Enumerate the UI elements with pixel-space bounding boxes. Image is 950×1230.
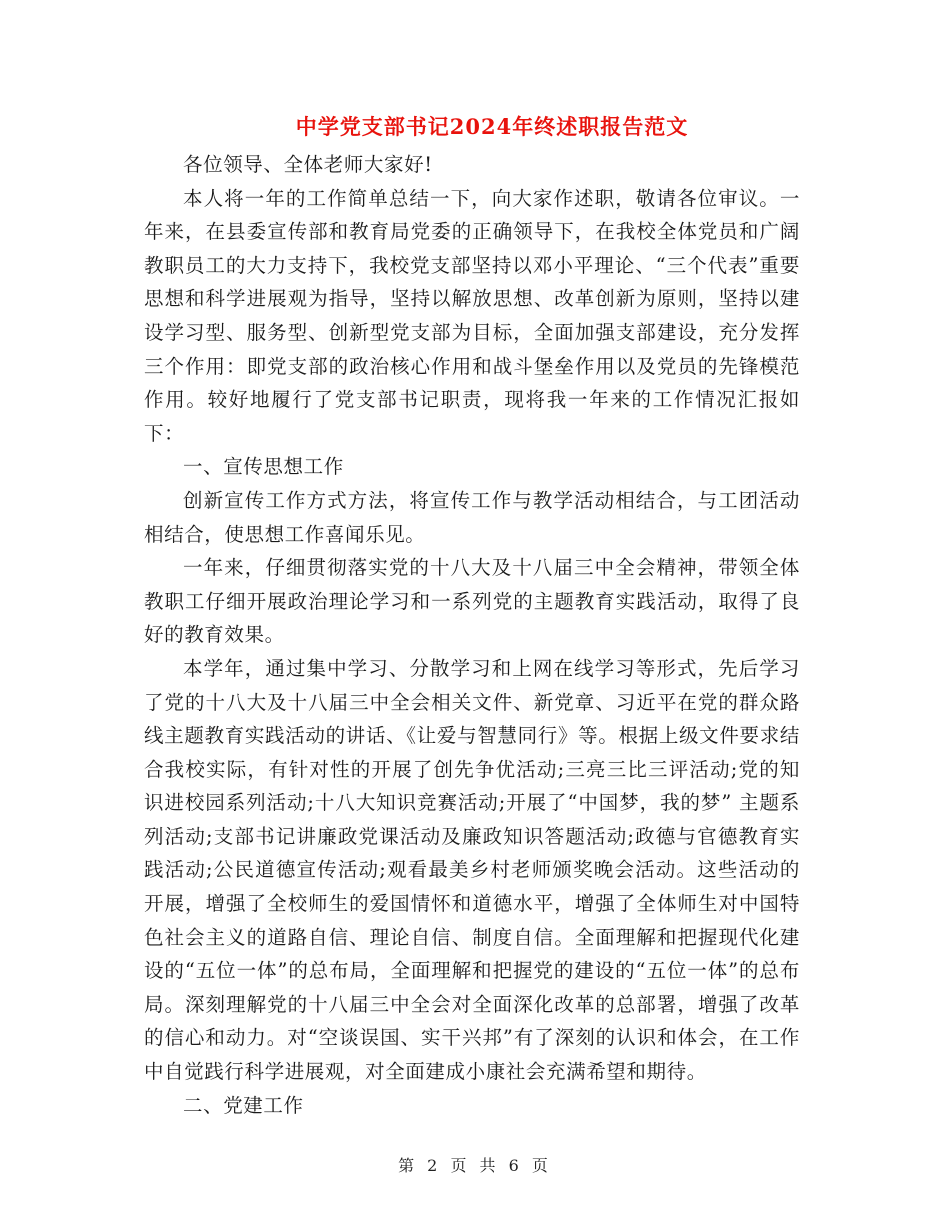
document-title: 中学党支部书记2024年终述职报告范文 — [295, 114, 689, 139]
paragraph-intro: 本人将一年的工作简单总结一下，向大家作述职，敬请各位审议。一年来，在县委宣传部和教育局党委的正确领导下，在我校全体党员和广阔教职员工的大力支持下，我校党支部坚持以邓小平理论、“三个代表”重要思想和科学进展观为指导，坚持以解放思想、改革创新为原则，坚持以建设学习型、服务型、创新型党支部为目标，全面加强支部建设，充分发挥三个作用：即党支部的政治核心作用和战斗堡垒作用以及党员的先锋模范作用。较好地履行了党支部书记职责，现将我一年来的工作情况汇报如下： — [144, 186, 800, 445]
page-number-footer: 第 2 页 共 6 页 — [398, 1156, 552, 1175]
section-heading-party-building: 二、党建工作 — [183, 1093, 304, 1117]
section-heading-propaganda: 一、宣传思想工作 — [183, 455, 344, 479]
paragraph-greeting: 各位领导、全体老师大家好! — [183, 153, 433, 176]
paragraph-study-activities: 本学年，通过集中学习、分散学习和上网在线学习等形式，先后学习了党的十八大及十八届三中全会相关文件、新党章、习近平在党的群众路线主题教育实践活动的讲话、《让爱与智慧同行》等。根据上级文件要求结合我校实际，有针对性的开展了创先争优活动;三亮三比三评活动;党的知识进校园系列活动;十八大知识竞赛活动;开展了“中国梦，我的梦” 主题系列活动;支部书记讲廉政党课活动及廉政知识答题活动;政德与官德教育实践活动;公民道德宣传活动;观看最美乡村老师颁奖晚会活动。这些活动的开展，增强了全校师生的爱国情怀和道德水平，增强了全体师生对中国特色社会主义的道路自信、理论自信、制度自信。全面理解和把握现代化建设的“五位一体”的总布局，全面理解和把握党的建设的“五位一体”的总布局。深刻理解党的十八届三中全会对全面深化改革的总部署，增强了改革的信心和动力。对“空谈误国、实干兴邦”有了深刻的认识和体会，在工作中自觉践行科学进展观，对全面建成小康社会充满希望和期待。 — [144, 656, 800, 1084]
paragraph-propaganda-method: 创新宣传工作方式方法，将宣传工作与教学活动相结合，与工团活动相结合，使思想工作喜闻乐见。 — [144, 488, 800, 546]
document-body — [144, 148, 800, 1122]
paragraph-year-review: 一年来，仔细贯彻落实党的十八大及十八届三中全会精神，带领全体教职工仔细开展政治理论学习和一系列党的主题教育实践活动，取得了良好的教育效果。 — [144, 556, 800, 647]
